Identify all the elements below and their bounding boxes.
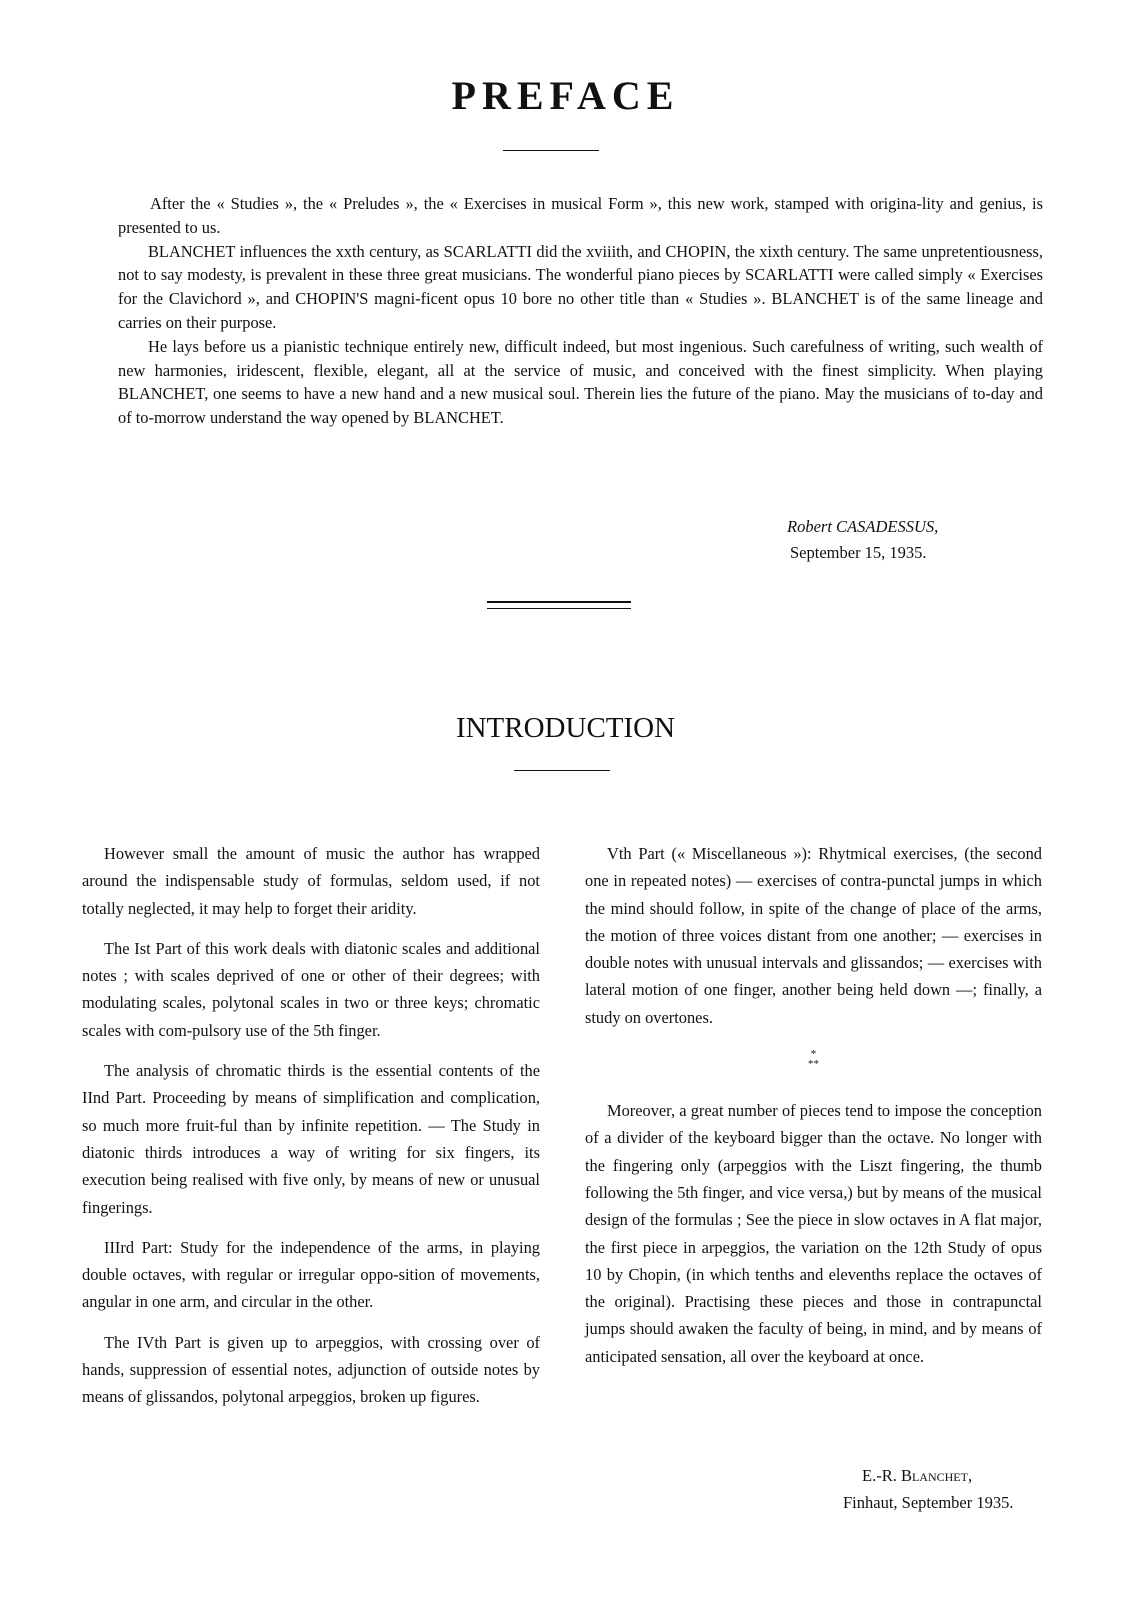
introduction-signature-place-date: Finhaut, September 1935. [843,1493,1014,1512]
introduction-paragraph: The Ist Part of this work deals with diatonic scales and additional notes ; with scales deprived of one or other of their degrees; with modulating scales, polytonal scales in two or three keys; chromatic scales with com-pulsory use of the 5th finger. [82,938,540,1040]
introduction-paragraph: IIIrd Part: Study for the independence of the arms, in playing double octaves, with regular or irregular oppo-sition of movements, angular in one arm, and circular in the other. [82,1237,540,1312]
preface-paragraph: He lays before us a pianistic technique entirely new, difficult indeed, but most ingenious. Such carefulness of writing, such wealth of new harmonies, iridescent, flexible, elegant, all at the service of music, and conceived with the finest simplicity. When playing BLANCHET, one seems to have a new hand and a new musical soul. Therein lies the future of the piano. May the musicians of to-day and of to-morrow understand the way opened by BLANCHET. [118,336,1043,428]
preface-title: PREFACE [451,73,680,118]
introduction-paragraph: The analysis of chromatic thirds is the essential contents of the IInd Part. Proceeding by means of simplification and complication, so much more fruit-ful than by infinite repetition. — The Study in diatonic thirds introduces a way of writing for six fingers, its execution being realised with five only, by means of new or unusual fingerings. [82,1061,540,1217]
introduction-signature-name: E.-R. Blanchet, [862,1466,973,1485]
preface-paragraph: BLANCHET influences the xxth century, as SCARLATTI did the xviiith, and CHOPIN, the xixth century. The same unpretentiousness, not to say modesty, is prevalent in these three great musicians. The wonderful piano pieces by SCARLATTI were called simply « Exercises for the Clavichord », and CHOPIN'S magni-ficent opus 10 bore no other title than « Studies ». BLANCHET is of the same lineage and carries on their purpose. [118,241,1043,332]
preface-body [118,192,1043,430]
introduction-right-column [585,840,1042,1383]
introduction-paragraph: Moreover, a great number of pieces tend to impose the conception of a divider of the keyboard bigger than the octave. No longer with the fingering only (arpeggios with the Liszt fingering, the thumb following the 5th finger, and vice versa,) but by means of the musical design of the formulas ; See the piece in slow octaves in A flat major, the first piece in arpeggios, the variation on the 12th Study of opus 10 by Chopin, (in which tenths and elevenths replace the octaves of the original). Practising these pieces and those in contrapunctal jumps should awaken the faculty of being, in mind, and by means of anticipated sensation, all over the keyboard at once. [585,1101,1042,1366]
introduction-left-column [82,840,540,1424]
introduction-title: INTRODUCTION [455,712,676,744]
asterism-icon [585,1049,1042,1069]
introduction-paragraph: However small the amount of music the author has wrapped around the indispensable study of formulas, seldom used, if not totally neglected, it may help to forget their aridity. [82,844,540,918]
preface-signature-date: September 15, 1935. [790,543,927,562]
introduction-title-rule [514,770,610,771]
preface-title-rule [503,150,599,151]
introduction-paragraph: The IVth Part is given up to arpeggios, with crossing over of hands, suppression of essential notes, adjunction of outside notes by means of glissandos, polytonal arpeggios, broken up figures. [82,1332,540,1407]
asterism-top: * [810,1048,817,1061]
preface-paragraph: After the « Studies », the « Preludes », the « Exercises in musical Form », this new work, stamped with origina-lity and genius, is presented to us. [118,194,1043,237]
section-divider [487,601,631,609]
asterism-bottom: ** [808,1058,819,1071]
preface-signature-name: Robert CASADESSUS, [787,517,939,536]
introduction-paragraph: Vth Part (« Miscellaneous »): Rhytmical exercises, (the second one in repeated notes) — exercises of contra-punctal jumps in which the mind should follow, in spite of the change of place of the arms, the motion of three voices distant from one another; — exercises in double notes with unusual intervals and glissandos; — exercises with lateral motion of one finger, another being held down —; finally, a study on overtones. [585,844,1042,1027]
